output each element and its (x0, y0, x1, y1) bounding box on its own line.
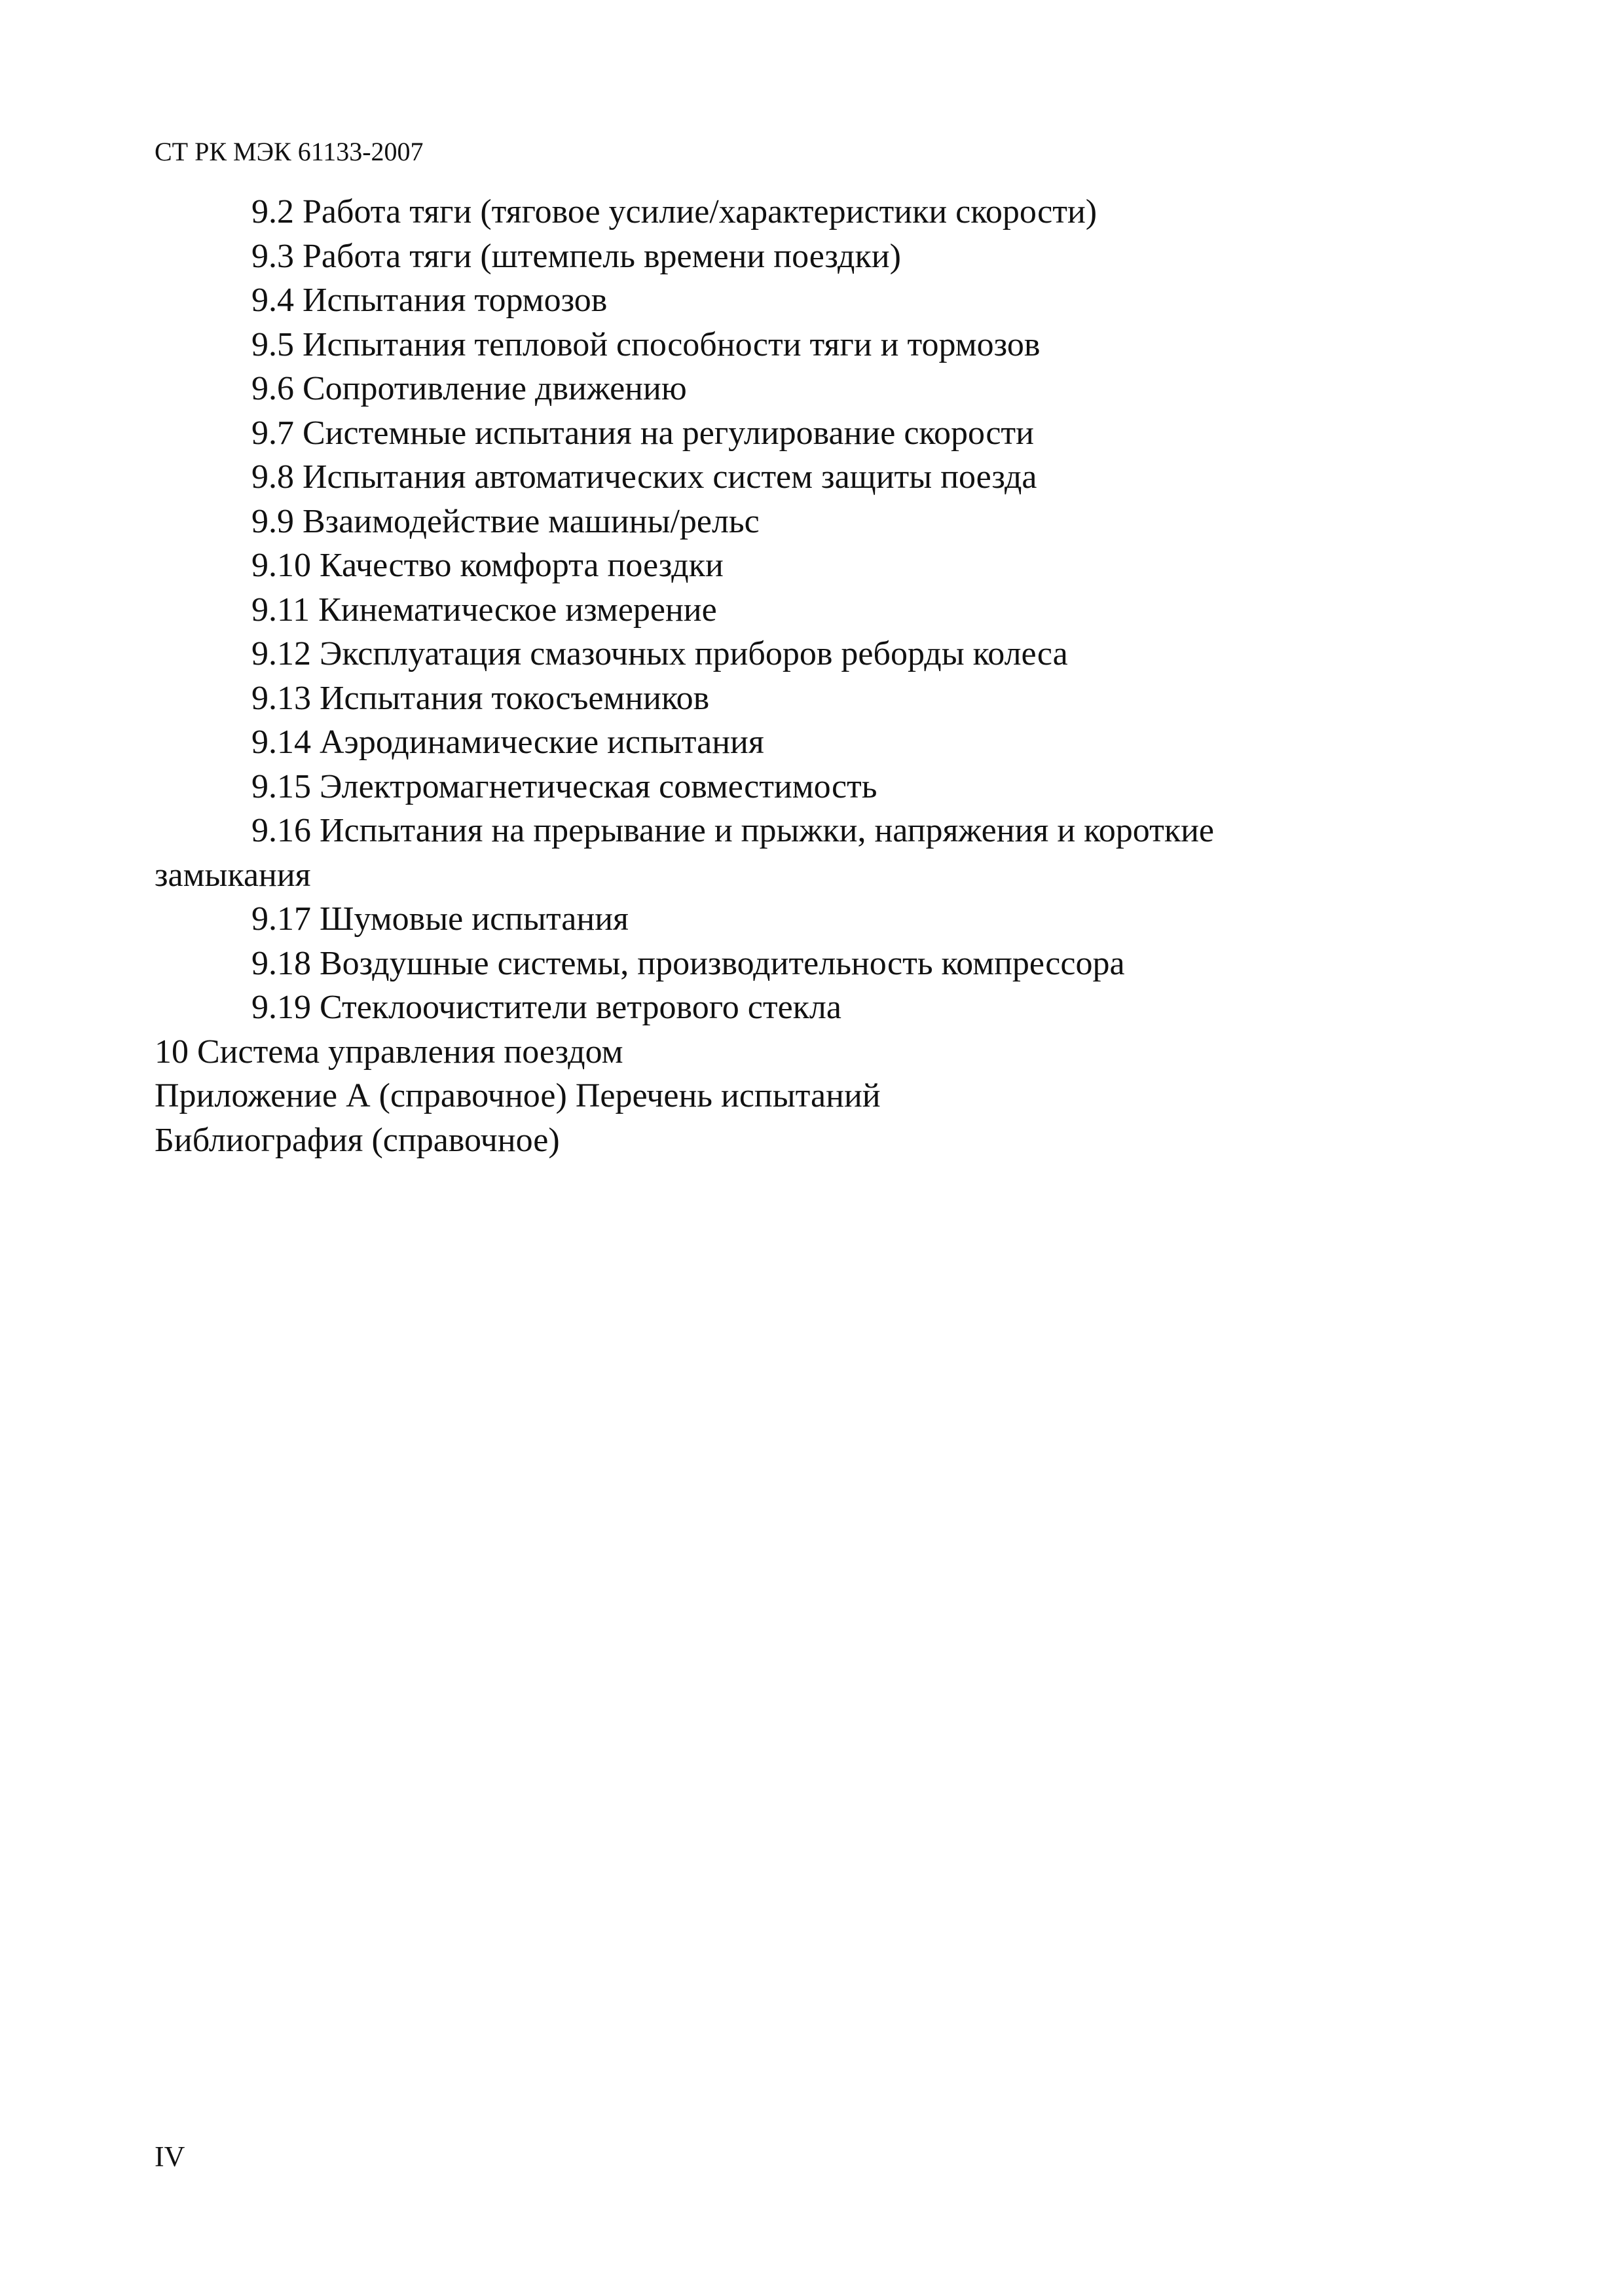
toc-item-9-3: 9.3 Работа тяги (штемпель времени поездки) (251, 237, 901, 275)
table-of-contents (155, 190, 1464, 1162)
toc-item-9-6: 9.6 Сопротивление движению (251, 370, 687, 407)
toc-item-9-13: 9.13 Испытания токосъемников (251, 679, 710, 717)
toc-item-bibliography: Библиография (справочное) (155, 1121, 560, 1159)
toc-item-9-7: 9.7 Системные испытания на регулирование скорости (251, 414, 1034, 452)
toc-item-9-5: 9.5 Испытания тепловой способности тяги и тормозов (251, 325, 1041, 363)
page-number: IV (155, 2140, 185, 2173)
toc-item-9-9: 9.9 Взаимодействие машины/рельс (251, 502, 760, 540)
toc-item-10: 10 Система управления поездом (155, 1033, 623, 1071)
toc-item-9-15: 9.15 Электромагнетическая совместимость (251, 767, 877, 805)
toc-item-9-18: 9.18 Воздушные системы, производительность компрессора (251, 944, 1125, 982)
toc-item-9-12: 9.12 Эксплуатация смазочных приборов реборды колеса (251, 635, 1068, 672)
toc-item-9-14: 9.14 Аэродинамические испытания (251, 724, 764, 761)
toc-item-9-16: 9.16 Испытания на прерывание и прыжки, напряжения и короткие (251, 812, 1214, 849)
toc-item-9-19: 9.19 Стеклоочистители ветрового стекла (251, 989, 841, 1026)
toc-item-9-2: 9.2 Работа тяги (тяговое усилие/характеристики скорости) (251, 193, 1098, 230)
document-code-header: СТ РК МЭК 61133-2007 (155, 137, 424, 166)
toc-item-9-8: 9.8 Испытания автоматических систем защиты поезда (251, 458, 1037, 496)
toc-item-9-11: 9.11 Кинематическое измерение (251, 591, 717, 629)
toc-item-appendix-a: Приложение А (справочное) Перечень испытаний (155, 1077, 881, 1114)
toc-item-9-10: 9.10 Качество комфорта поездки (251, 547, 724, 584)
toc-item-9-16-continuation: замыкания (155, 856, 311, 894)
toc-item-9-17: 9.17 Шумовые испытания (251, 900, 629, 938)
toc-item-9-4: 9.4 Испытания тормозов (251, 282, 608, 319)
